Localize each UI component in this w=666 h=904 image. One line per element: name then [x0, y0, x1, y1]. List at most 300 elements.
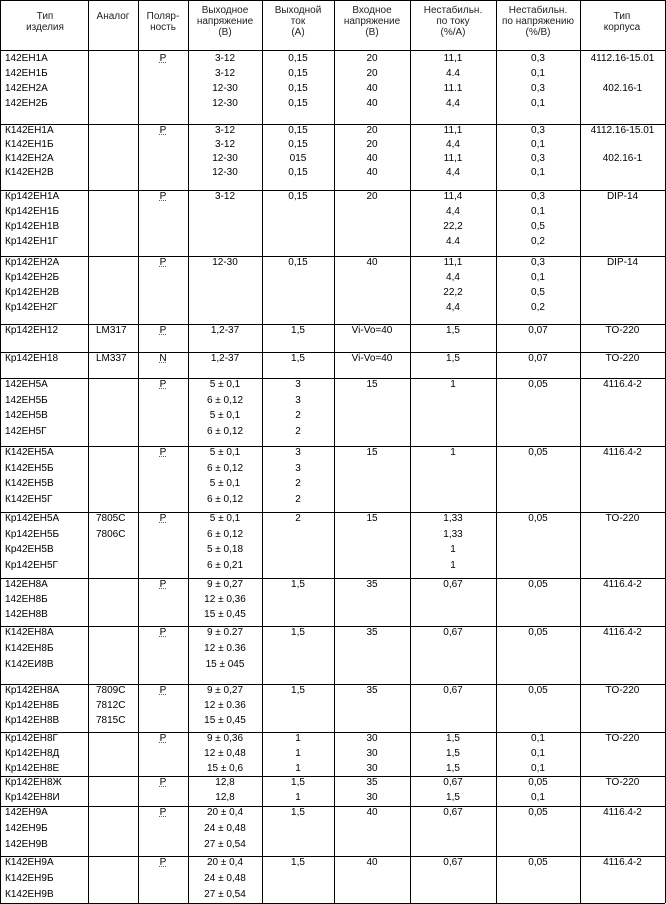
cell-vin: 30 — [366, 763, 378, 774]
cell-kvolt: 0,07 — [528, 325, 548, 336]
cell-vin: 15 — [366, 447, 378, 458]
cell-kvolt: 0,1 — [531, 272, 545, 283]
cell-kvolt: 0,5 — [531, 221, 545, 232]
cell-iout: 2 — [295, 493, 301, 505]
cell-analog: LM337 — [96, 353, 127, 364]
header-iout-line: (А) — [291, 27, 305, 38]
cell-kvolt: 0,05 — [528, 685, 548, 696]
cell-kvolt: 0,2 — [531, 302, 545, 313]
header-vout-line: Выходное — [201, 5, 249, 16]
cell-analog: 7809С — [96, 685, 126, 696]
cell-polarity: P — [159, 579, 167, 590]
cell-kcur: 4,4 — [446, 302, 460, 313]
cell-kvolt: 0,3 — [531, 191, 545, 202]
cell-pkg: TO-220 — [605, 325, 640, 336]
table-row-divider — [0, 124, 665, 125]
table-row-divider — [0, 0, 665, 1]
cell-pkg: TO-220 — [605, 353, 640, 364]
cell-kcur: 0,67 — [443, 857, 463, 868]
cell-polarity: P — [159, 257, 167, 268]
cell-pkg: TO-220 — [605, 733, 640, 744]
cell-pkg: 4116.4-2 — [603, 857, 642, 868]
header-pkg — [580, 11, 664, 33]
cell-vin: 20 — [366, 68, 378, 79]
cell-kcur: 0,67 — [443, 579, 463, 590]
cell-kvolt: 0,05 — [528, 513, 548, 524]
cell-iout: 0,15 — [288, 257, 308, 268]
header-vin-line: Входное — [352, 5, 392, 16]
cell-vout: 5 ± 0,1 — [209, 447, 241, 458]
cell-kcur: 4.4 — [446, 68, 460, 79]
cell-type: 142ЕН8Б — [5, 594, 48, 605]
cell-kvolt: 0,1 — [531, 139, 545, 150]
cell-vout: 24 ± 0,48 — [204, 873, 246, 884]
cell-pkg: TO-220 — [605, 685, 640, 696]
table-row-divider — [0, 50, 665, 51]
cell-vin: 40 — [366, 83, 378, 94]
cell-iout: 3 — [295, 394, 301, 406]
cell-kvolt: 0,1 — [531, 167, 545, 178]
cell-vout: 12 ± 0.36 — [204, 700, 246, 711]
cell-type: Кр142ЕН8Д — [5, 748, 60, 759]
header-pkg-line: корпуса — [603, 22, 641, 33]
cell-kcur: 4,4 — [446, 167, 460, 178]
cell-iout: 3 — [295, 447, 301, 458]
cell-type: 142ЕН2А — [5, 83, 48, 94]
header-pkg-line: Тип — [613, 11, 631, 22]
cell-vout: 15 ± 0,6 — [206, 763, 244, 774]
cell-type: 142ЕН9В — [5, 839, 48, 850]
cell-polarity: P — [159, 379, 167, 390]
cell-kcur: 1,5 — [446, 748, 460, 759]
cell-pkg: DIP-14 — [606, 257, 639, 268]
cell-iout: 1,5 — [291, 807, 305, 818]
cell-kcur: 1,33 — [443, 528, 463, 540]
cell-kvolt: 0,05 — [528, 807, 548, 818]
cell-vout: 12,8 — [215, 777, 235, 788]
cell-iout: 1,5 — [291, 353, 305, 364]
cell-vout: 3-12 — [214, 125, 235, 136]
cell-type: Кр142ЕН8И — [5, 792, 60, 803]
cell-vout: 20 ± 0,4 — [206, 857, 244, 868]
cell-kvolt: 0,05 — [528, 447, 548, 458]
cell-iout: 1,5 — [291, 627, 305, 638]
cell-vout: 27 ± 0,54 — [204, 889, 246, 900]
cell-kvolt: 0,07 — [528, 353, 548, 364]
table-column-divider — [88, 0, 89, 903]
cell-analog: 7806С — [96, 528, 126, 540]
table-column-divider — [0, 0, 1, 903]
cell-kcur: 4,4 — [446, 98, 460, 109]
cell-kcur: 0,67 — [443, 685, 463, 696]
cell-kcur: 11,1 — [443, 257, 463, 268]
cell-type: 142ЕН5А — [5, 379, 48, 390]
cell-vin: 35 — [366, 777, 378, 788]
cell-iout: 2 — [295, 478, 301, 489]
cell-polarity: P — [159, 447, 167, 458]
cell-iout: 0,15 — [288, 53, 308, 64]
cell-type: К142ЕН9Б — [5, 873, 54, 884]
cell-type: К142ЕН8Б — [5, 643, 54, 654]
header-type-line: Тип — [36, 11, 54, 22]
table-column-divider — [580, 0, 581, 903]
cell-pkg: 4112.16-15.01 — [590, 125, 655, 136]
table-row-divider — [0, 190, 665, 191]
cell-vout: 3-12 — [214, 191, 235, 202]
cell-kcur: 1 — [450, 447, 456, 458]
cell-vout: 15 ± 0,45 — [204, 715, 246, 726]
cell-type: Кр142ЕН2Б — [5, 272, 60, 283]
cell-pkg: 402.16-1 — [602, 153, 643, 164]
cell-pkg: 4116.4-2 — [603, 627, 642, 638]
table-row-divider — [0, 256, 665, 257]
header-vout-line: напряжение — [196, 16, 254, 27]
cell-pkg: 4116.4-2 — [603, 447, 642, 458]
header-vin-line: (В) — [365, 27, 379, 38]
header-kcur-line: по току — [436, 16, 470, 27]
cell-pkg: TO-220 — [605, 777, 640, 788]
cell-type: 142ЕН5Г — [5, 425, 47, 437]
cell-kvolt: 0,5 — [531, 287, 545, 298]
cell-polarity: P — [159, 627, 167, 638]
cell-polarity: P — [159, 857, 167, 868]
cell-iout: 0,15 — [288, 167, 308, 178]
cell-type: Кр142ЕН2Г — [5, 302, 58, 313]
cell-iout: 2 — [295, 410, 301, 421]
cell-vin: 40 — [366, 98, 378, 109]
cell-polarity: P — [159, 191, 167, 202]
cell-kvolt: 0,05 — [528, 379, 548, 390]
cell-polarity: N — [159, 353, 167, 364]
cell-iout: 3 — [295, 462, 301, 474]
cell-vout: 5 ± 0,1 — [209, 478, 241, 489]
cell-type: К142ЕН2А — [5, 153, 54, 164]
cell-kcur: 1 — [450, 379, 456, 390]
header-analog — [90, 11, 136, 22]
cell-vin: 35 — [366, 685, 378, 696]
cell-type: 142ЕН1А — [5, 53, 48, 64]
cell-type: К142ЕН8А — [5, 627, 54, 638]
cell-vout: 1,2-37 — [210, 353, 240, 364]
cell-iout: 0,15 — [288, 139, 308, 150]
cell-vin: 20 — [366, 191, 378, 202]
cell-vin: 35 — [366, 579, 378, 590]
cell-type: К142ЕН5А — [5, 447, 54, 458]
cell-iout: 0,15 — [288, 83, 308, 94]
cell-kcur: 11,1 — [443, 53, 463, 64]
header-kvolt-line: по напряжению — [502, 16, 574, 27]
cell-polarity: P — [159, 125, 167, 136]
cell-analog: 7812С — [96, 700, 126, 711]
cell-type: К142ЕН1Б — [5, 139, 54, 150]
cell-vin: 40 — [366, 167, 378, 178]
table-column-divider — [262, 0, 263, 903]
table-column-divider — [138, 0, 139, 903]
cell-kcur: 1,5 — [446, 325, 460, 336]
cell-type: 142ЕН1Б — [5, 68, 48, 79]
cell-vout: 12-30 — [212, 153, 238, 164]
cell-polarity: P — [159, 733, 167, 744]
table-row-divider — [0, 856, 665, 857]
cell-polarity: P — [159, 53, 167, 64]
cell-type: Кр142ЕН8Ж — [5, 777, 62, 788]
cell-vin: 40 — [366, 807, 378, 818]
cell-kvolt: 0,05 — [528, 579, 548, 590]
cell-type: Кр142ЕН18 — [5, 353, 59, 364]
cell-vout: 9 ± 0,27 — [206, 579, 244, 590]
table-column-divider — [188, 0, 189, 903]
cell-vout: 12-30 — [212, 98, 238, 109]
table-column-divider — [334, 0, 335, 903]
cell-iout: 2 — [295, 513, 301, 524]
table-row-divider — [0, 512, 665, 513]
cell-vin: 40 — [366, 857, 378, 868]
cell-vin: 30 — [366, 733, 378, 744]
cell-type: Кр142ЕН5А — [5, 513, 60, 524]
cell-vin: 35 — [366, 627, 378, 638]
cell-kcur: 22,2 — [443, 287, 463, 298]
cell-kvolt: 0,3 — [531, 153, 545, 164]
table-row-divider — [0, 684, 665, 685]
cell-iout: 1 — [295, 792, 301, 803]
cell-analog: 7805С — [96, 513, 126, 524]
cell-type: Кр142ЕН12 — [5, 325, 59, 336]
cell-vout: 6 ± 0,12 — [206, 493, 244, 505]
cell-vin: 20 — [366, 125, 378, 136]
cell-iout: 0,15 — [288, 98, 308, 109]
cell-type: Кр142ЕН5Б — [5, 528, 60, 540]
table-column-divider — [496, 0, 497, 903]
cell-kcur: 4.4 — [446, 236, 460, 247]
cell-kcur: 4,4 — [446, 272, 460, 283]
cell-vout: 12-30 — [212, 257, 238, 268]
table-row-divider — [0, 776, 665, 777]
header-kvolt-line: Нестабильн. — [508, 5, 568, 16]
cell-kcur: 11,1 — [443, 153, 463, 164]
table-row-divider — [0, 732, 665, 733]
table-row-divider — [0, 446, 665, 447]
cell-kvolt: 0,3 — [531, 125, 545, 136]
cell-pkg: 4116.4-2 — [603, 379, 642, 390]
cell-kcur: 0,67 — [443, 777, 463, 788]
cell-analog: LM317 — [96, 325, 127, 336]
header-kvolt-line: (%/В) — [525, 27, 551, 38]
cell-kcur: 1 — [450, 559, 456, 571]
cell-vout: 12-30 — [212, 83, 238, 94]
cell-vout: 24 ± 0,48 — [204, 823, 246, 834]
header-vout — [188, 5, 262, 38]
header-vout-line: (В) — [218, 27, 232, 38]
cell-type: Кр142ЕН8А — [5, 685, 60, 696]
cell-vin: 15 — [366, 513, 378, 524]
table-row-divider — [0, 578, 665, 579]
cell-vout: 12 ± 0,48 — [204, 748, 246, 759]
cell-iout: 1,5 — [291, 857, 305, 868]
header-type-line: изделия — [26, 22, 64, 33]
cell-vout: 5 ± 0,18 — [206, 544, 244, 555]
header-polarity-line: Поляр- — [146, 11, 180, 22]
table-row-divider — [0, 806, 665, 807]
header-kcur — [410, 5, 496, 38]
cell-vout: 5 ± 0,1 — [209, 513, 241, 524]
cell-pkg: DIP-14 — [606, 191, 639, 202]
cell-iout: 1,5 — [291, 777, 305, 788]
cell-type: К142ЕН9В — [5, 889, 54, 900]
cell-vout: 3-12 — [214, 139, 235, 150]
table-column-divider — [410, 0, 411, 903]
cell-vin: Vi-Vo=40 — [351, 325, 393, 336]
cell-vout: 12,8 — [215, 792, 235, 803]
cell-iout: 2 — [295, 425, 301, 437]
cell-vout: 15 ± 045 — [205, 659, 245, 670]
cell-type: Кр142ЕН8Г — [5, 733, 58, 744]
cell-iout: 015 — [289, 153, 307, 164]
cell-polarity: P — [159, 513, 167, 524]
header-analog-line: Аналог — [96, 11, 130, 22]
cell-kvolt: 0,05 — [528, 857, 548, 868]
cell-type: 142ЕН9Б — [5, 823, 48, 834]
cell-vout: 6 ± 0,12 — [206, 462, 244, 474]
cell-vin: 30 — [366, 748, 378, 759]
cell-type: К142ЕН5Б — [5, 462, 54, 474]
header-iout-line: Выходной — [274, 5, 322, 16]
cell-type: Кр142ЕН8Е — [5, 763, 60, 774]
cell-kcur: 1,5 — [446, 763, 460, 774]
cell-vout: 5 ± 0,1 — [209, 379, 241, 390]
cell-type: Кр142ЕН2В — [5, 287, 60, 298]
cell-iout: 3 — [295, 379, 301, 390]
cell-type: 142ЕН2Б — [5, 98, 48, 109]
cell-kvolt: 0,3 — [531, 257, 545, 268]
header-vin-line: напряжение — [343, 16, 401, 27]
cell-vout: 20 ± 0,4 — [206, 807, 244, 818]
cell-vout: 5 ± 0,1 — [209, 410, 241, 421]
header-kcur-line: (%/А) — [440, 27, 466, 38]
cell-type: Кр142ЕН1Г — [5, 236, 58, 247]
cell-type: 142ЕН5В — [5, 410, 48, 421]
cell-kvolt: 0,1 — [531, 68, 545, 79]
cell-vout: 9 ± 0.27 — [206, 627, 244, 638]
cell-kcur: 1,5 — [446, 353, 460, 364]
cell-vout: 6 ± 0,12 — [206, 394, 244, 406]
cell-kvolt: 0,1 — [531, 792, 545, 803]
cell-kcur: 0,67 — [443, 627, 463, 638]
cell-type: К142ЕН9А — [5, 857, 54, 868]
cell-iout: 1 — [295, 733, 301, 744]
cell-polarity: P — [159, 325, 167, 336]
cell-kcur: 4,4 — [446, 139, 460, 150]
cell-kvolt: 0,05 — [528, 627, 548, 638]
cell-kcur: 1 — [450, 544, 456, 555]
cell-vout: 3-12 — [214, 68, 235, 79]
cell-type: 142ЕН5Б — [5, 394, 48, 406]
cell-kvolt: 0,1 — [531, 763, 545, 774]
cell-vin: Vi-Vo=40 — [351, 353, 393, 364]
cell-kcur: 4,4 — [446, 206, 460, 217]
cell-vout: 12 ± 0.36 — [204, 643, 246, 654]
cell-iout: 1,5 — [291, 685, 305, 696]
cell-vout: 27 ± 0,54 — [204, 839, 246, 850]
cell-polarity: P — [159, 777, 167, 788]
header-type — [4, 11, 86, 33]
cell-type: Кр142ЕН1В — [5, 221, 60, 232]
cell-iout: 0,15 — [288, 68, 308, 79]
cell-iout: 1,5 — [291, 579, 305, 590]
cell-type: Кр142ЕН1А — [5, 191, 60, 202]
cell-kcur: 11.1 — [443, 83, 463, 94]
cell-vin: 30 — [366, 792, 378, 803]
cell-vout: 6 ± 0,12 — [206, 425, 244, 437]
cell-vout: 1,2-37 — [210, 325, 240, 336]
table-row-divider — [0, 378, 665, 379]
cell-vout: 15 ± 0,45 — [204, 609, 246, 620]
cell-type: К142ЕН5В — [5, 478, 54, 489]
cell-pkg: 402.16-1 — [602, 83, 643, 94]
cell-type: Кр142ЕН2А — [5, 257, 60, 268]
cell-kcur: 0,67 — [443, 807, 463, 818]
cell-type: Кр142ЕН5Г — [5, 559, 58, 571]
cell-vout: 9 ± 0,36 — [206, 733, 244, 744]
cell-type: К142ЕИ8В — [5, 659, 54, 670]
cell-type: 142ЕН8А — [5, 579, 48, 590]
cell-kvolt: 0,1 — [531, 206, 545, 217]
cell-vout: 6 ± 0,21 — [206, 559, 244, 571]
cell-vin: 40 — [366, 153, 378, 164]
cell-polarity: P — [159, 807, 167, 818]
table-row-divider — [0, 324, 665, 325]
cell-vout: 12 ± 0,36 — [204, 594, 246, 605]
cell-pkg: TO-220 — [605, 513, 640, 524]
cell-vout: 12-30 — [212, 167, 238, 178]
header-kcur-line: Нестабильн. — [423, 5, 483, 16]
table-row-divider — [0, 352, 665, 353]
cell-iout: 1 — [295, 748, 301, 759]
cell-vout: 3-12 — [214, 53, 235, 64]
cell-type: К142ЕН5Г — [5, 493, 53, 505]
cell-pkg: 4116.4-2 — [603, 807, 642, 818]
cell-type: 142ЕН9А — [5, 807, 48, 818]
cell-polarity: P — [159, 685, 167, 696]
cell-iout: 0,15 — [288, 191, 308, 202]
cell-vin: 20 — [366, 53, 378, 64]
cell-kvolt: 0,1 — [531, 733, 545, 744]
cell-kvolt: 0,3 — [531, 53, 545, 64]
cell-kvolt: 0,1 — [531, 748, 545, 759]
cell-kvolt: 0,3 — [531, 83, 545, 94]
cell-kvolt: 0,2 — [531, 236, 545, 247]
cell-kcur: 11,4 — [443, 191, 463, 202]
cell-vin: 15 — [366, 379, 378, 390]
cell-vout: 6 ± 0,12 — [206, 528, 244, 540]
cell-iout: 1,5 — [291, 325, 305, 336]
cell-pkg: 4112.16-15.01 — [590, 53, 655, 64]
cell-type: К142ЕН1А — [5, 125, 54, 136]
cell-kvolt: 0,1 — [531, 98, 545, 109]
cell-type: Кр42ЕН5В — [5, 544, 54, 555]
table-row-divider — [0, 626, 665, 627]
cell-kcur: 22,2 — [443, 221, 463, 232]
cell-type: Кр142ЕН1Б — [5, 206, 60, 217]
header-iout-line: ток — [290, 16, 306, 27]
header-iout — [262, 5, 334, 38]
cell-kcur: 1,5 — [446, 792, 460, 803]
cell-vin: 20 — [366, 139, 378, 150]
cell-type: 142ЕН8В — [5, 609, 48, 620]
cell-analog: 7815С — [96, 715, 126, 726]
cell-kcur: 11,1 — [443, 125, 463, 136]
header-polarity-line: ность — [150, 22, 176, 33]
header-polarity — [138, 11, 188, 33]
